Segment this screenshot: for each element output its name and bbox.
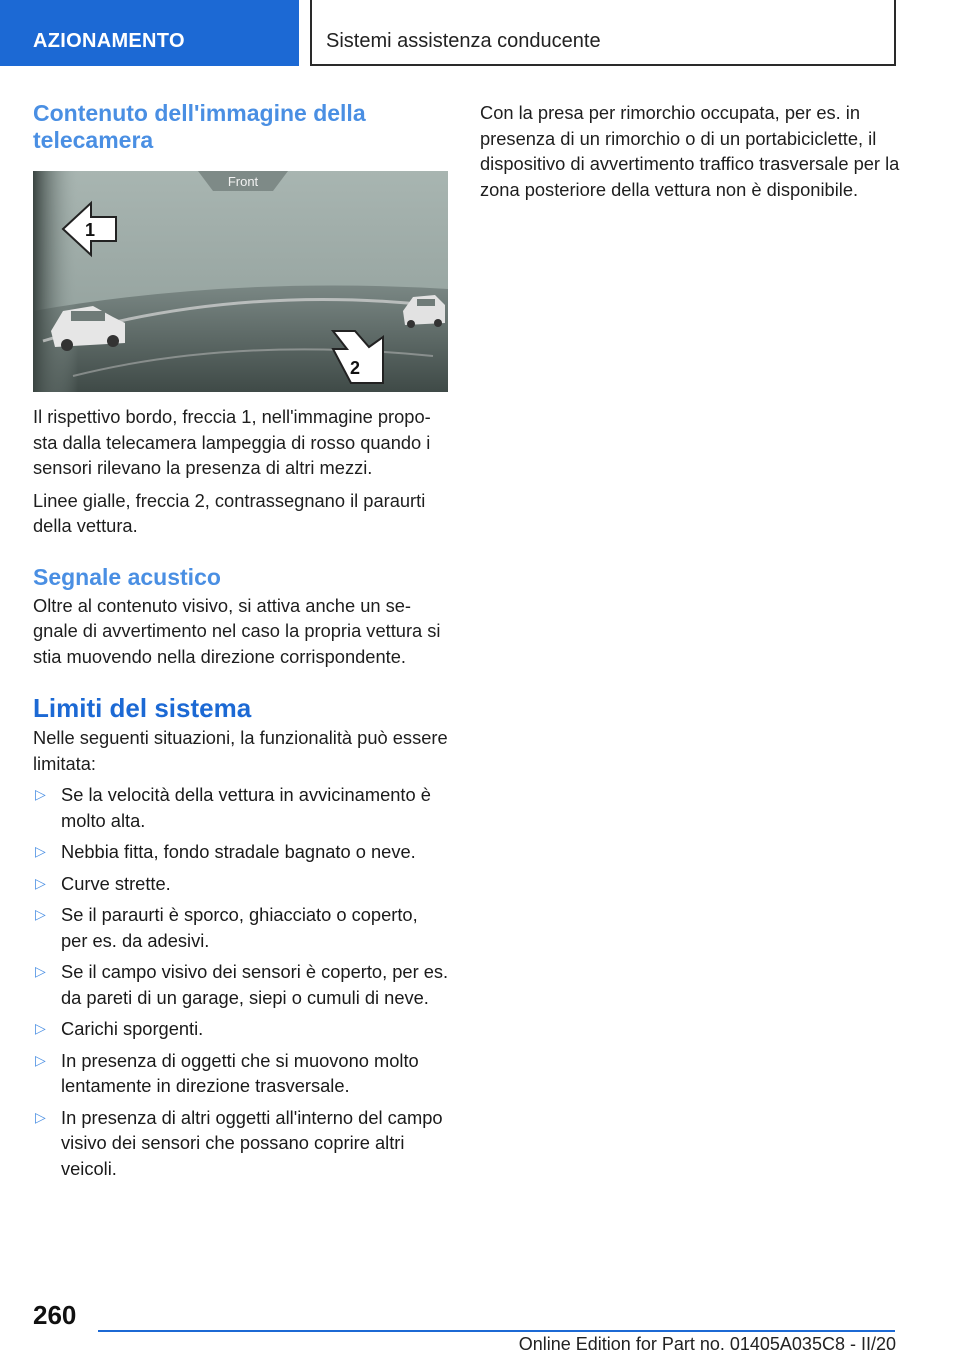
left-column — [33, 100, 449, 1187]
arrow-2-label: 2 — [349, 358, 361, 378]
arrow-1-label: 1 — [84, 220, 96, 240]
triangle-bullet-icon: ▷ — [35, 963, 46, 979]
list-item: ▷ Nebbia fitta, fondo stradale bagnato o neve. — [33, 839, 449, 865]
list-item: ▷ Curve strette. — [33, 871, 449, 897]
section-tab — [0, 0, 299, 66]
chapter-title: Sistemi assistenza conducente — [326, 30, 601, 52]
heading-segnale: Segnale acustico — [33, 563, 221, 590]
limits-list — [33, 782, 449, 1181]
paragraph-bordo: Il rispettivo bordo, freccia 1, nell'immagine proposta dalla telecamera lampeggia di rosso quando i sensori rilevano la presenza di altri mezzi. — [33, 406, 431, 478]
list-item: ▷ Se la velocità della vettura in avvicinamento è molto alta. — [35, 784, 431, 831]
heading-limiti: Limiti del sistema — [33, 693, 252, 723]
page-number: 260 — [33, 1300, 77, 1330]
triangle-bullet-icon: ▷ — [35, 1020, 46, 1036]
paragraph-segnale: Oltre al contenuto visivo, si attiva anche un segnale di avvertimento nel caso la propria vettura si stia muovendo nella direzione corrispondente. — [33, 594, 441, 667]
right-column — [480, 100, 900, 202]
heading-contenuto: Contenuto dell'immagine della telecamera — [33, 100, 366, 153]
list-item: ▷ Carichi sporgenti. — [33, 1016, 449, 1042]
paragraph-rimorchio: Con la presa per rimorchio occupata, per es. in presenza di un rimorchio o di un portabiciclette, il dispositivo di avvertimento traffico trasversale per la zona posteriore della vettura non è disponibile. — [480, 102, 900, 200]
list-item: ▷ In presenza di oggetti che si muovono molto lentamente in direzione trasversale. — [35, 1049, 419, 1096]
triangle-bullet-icon: ▷ — [35, 1108, 46, 1125]
triangle-bullet-icon: ▷ — [35, 786, 46, 802]
paragraph-linee: Linee gialle, freccia 2, contrassegnano il paraurti della vettura. — [33, 489, 426, 536]
camera-view-image — [33, 171, 448, 392]
triangle-bullet-icon: ▷ — [35, 843, 46, 859]
front-label: Front — [227, 174, 259, 189]
triangle-bullet-icon: ▷ — [35, 874, 46, 891]
chapter-header — [310, 0, 896, 66]
paragraph-limiti: Nelle seguenti situazioni, la funzionalità può essere limitata: — [33, 727, 448, 774]
section-title: AZIONAMENTO — [33, 30, 185, 52]
footer-divider — [98, 1330, 895, 1332]
triangle-bullet-icon: ▷ — [35, 1051, 46, 1068]
list-item: ▷ Se il paraurti è sporco, ghiacciato o coperto, per es. da adesivi. — [35, 904, 418, 951]
triangle-bullet-icon: ▷ — [35, 906, 46, 922]
footer-edition: Online Edition for Part no. 01405A035C8 - II/20 — [518, 1334, 896, 1354]
list-item: ▷ Se il campo visivo dei sensori è coperto, per es. da pareti di un garage, siepi o cumuli di neve. — [35, 961, 449, 1008]
list-item: ▷ In presenza di altri oggetti all'interno del campo visivo dei sensori che possano coprire altri veicoli. — [35, 1106, 443, 1179]
